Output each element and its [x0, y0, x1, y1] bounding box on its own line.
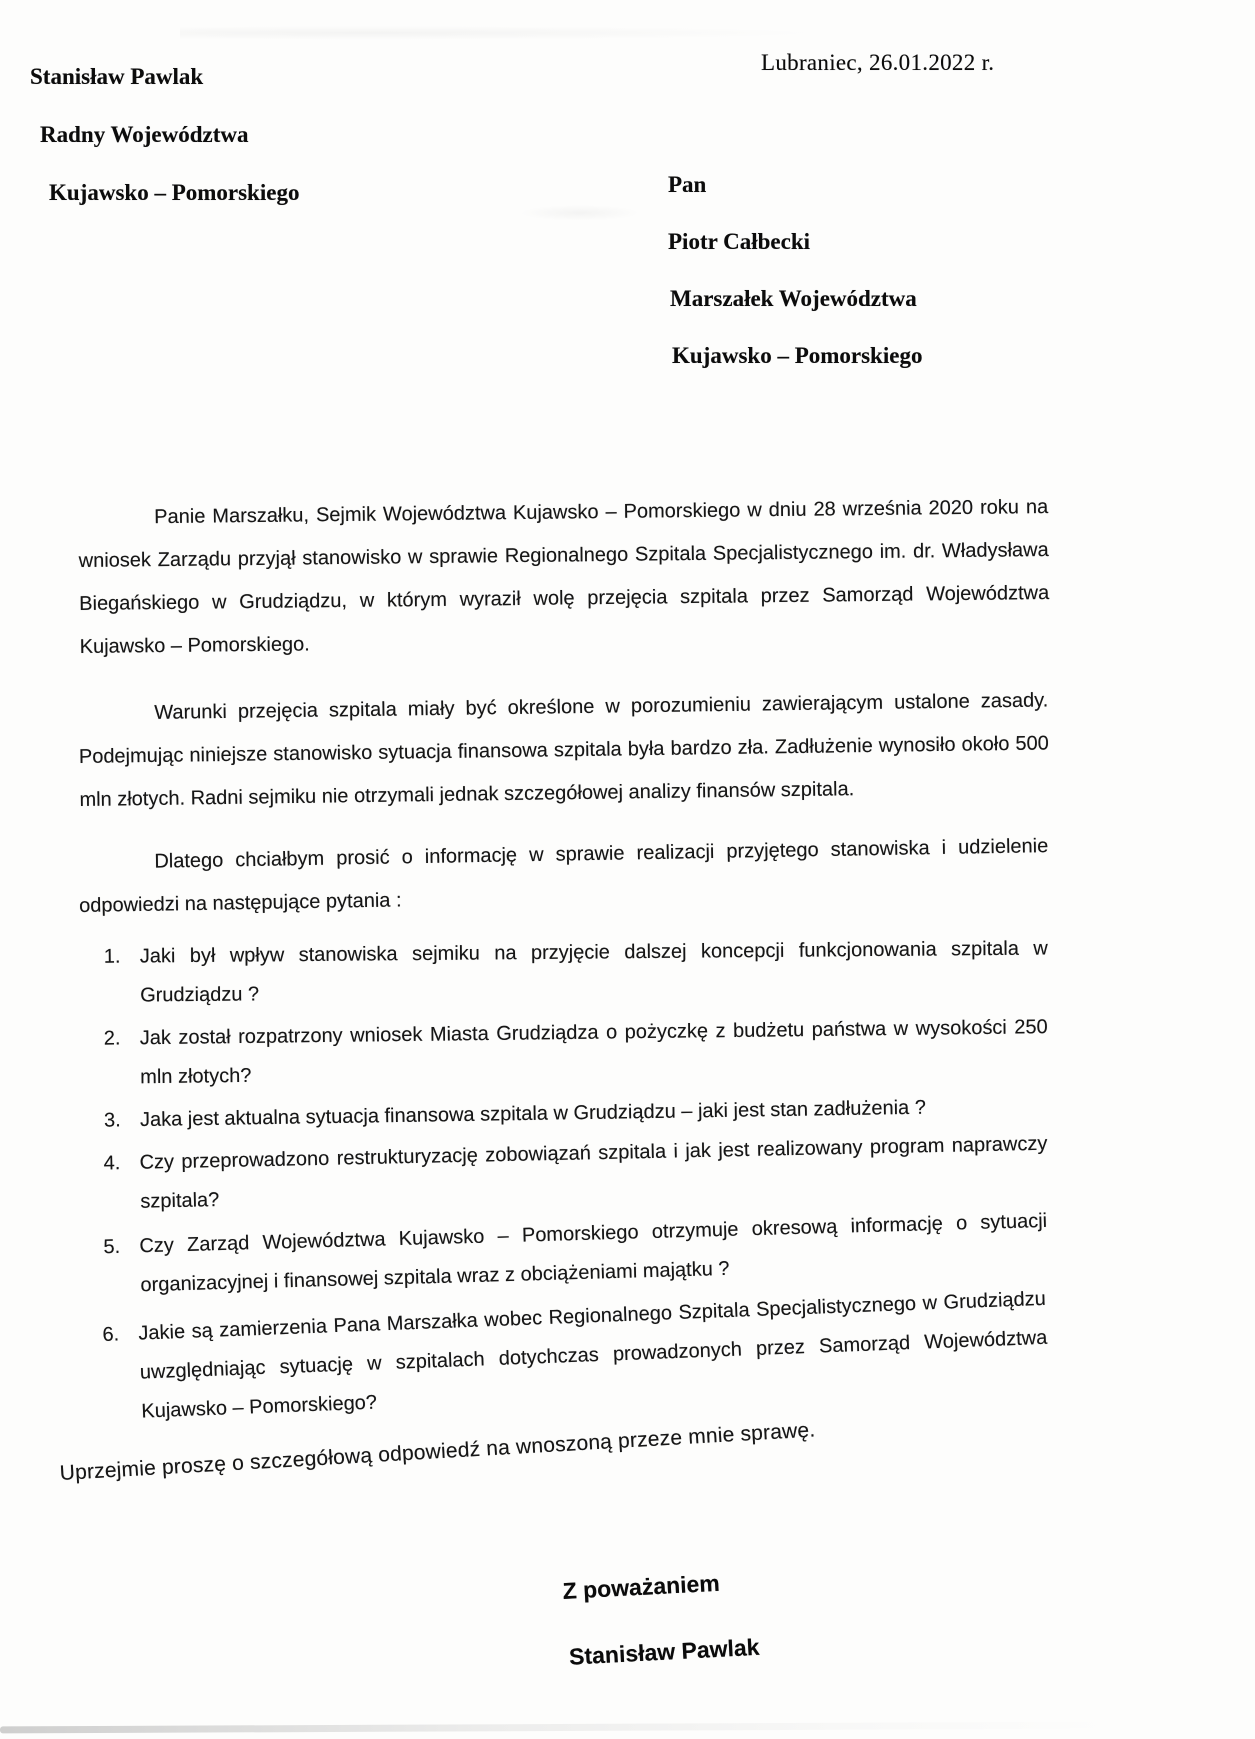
- body-paragraph-1: Panie Marszałku, Sejmik Województwa Kujawsko – Pomorskiego w dniu 28 września 2020 roku na wniosek Zarządu przyjął stanowisko w sprawie Regionalnego Szpitala Specjalistycznego im. dr. Władysława Biegańskiego w Grudziądzu, w którym wyraził wolę przejęcia szpitala przez Samorząd Województwa Kujawsko – Pomorskiego.: [78, 495, 1050, 658]
- recipient-name: Piotr Całbecki: [668, 229, 811, 254]
- question-number: 5.: [103, 1235, 121, 1259]
- question-number: 6.: [102, 1323, 120, 1347]
- question-text: Jaki był wpływ stanowiska sejmiku na przyjęcie dalszej koncepcji funkcjonowania szpitala w Grudziądzu ?: [139, 937, 1048, 1007]
- question-number: 3.: [103, 1109, 121, 1132]
- sender-block: [30, 64, 299, 238]
- question-text: Jaka jest aktualna sytuacja finansowa szpitala w Grudziądzu – jaki jest stan zadłużenia ?: [139, 1096, 927, 1132]
- scan-artifact: [520, 205, 640, 221]
- scan-artifact: [0, 1722, 1110, 1734]
- question-text: Jakie są zamierzenia Pana Marszałka wobec Regionalnego Szpitala Specjalistycznego w Grudziądzu uwzględniając sytuację w szpitalach dotychczas prowadzonych przez Samorząd Województwa Kujawsko – Pomorskiego?: [138, 1287, 1048, 1423]
- recipient-title: Marszałek Województwa: [670, 286, 917, 311]
- signoff-block: [562, 1568, 760, 1674]
- question-item: [78, 1008, 1049, 1098]
- question-text: Jak został rozpatrzony wniosek Miasta Grudziądza o pożyczkę z budżetu państwa w wysokości 250 mln złotych?: [139, 1016, 1048, 1089]
- sender-region: Kujawsko – Pomorskiego: [49, 180, 300, 205]
- letter-date: Lubraniec, 26.01.2022 r.: [761, 50, 995, 75]
- letter-body: [59, 495, 1050, 1495]
- question-item: [78, 930, 1049, 1016]
- question-text: Czy przeprowadzono restrukturyzację zobowiązań szpitala i jak jest realizowany program naprawczy szpitala?: [139, 1132, 1048, 1213]
- question-number: 1.: [103, 945, 121, 968]
- question-number: 2.: [103, 1027, 121, 1050]
- question-text: Czy Zarząd Województwa Kujawsko – Pomorskiego otrzymuje okresową informację o sytuacji organizacyjnej i finansowej szpitala wraz z obciążeniami majątku ?: [139, 1209, 1048, 1297]
- body-paragraph-2: Warunki przejęcia szpitala miały być określone w porozumieniu zawierającym ustalone zasady. Podejmując niniejsze stanowisko sytuacja finansowa szpitala była bardzo zła. Zadłużenie wynosiło około 500 mln złotych. Radni sejmiku nie otrzymali jednak szczegółowej analizy finansów szpitala.: [78, 689, 1049, 811]
- signature-name: Stanisław Pawlak: [568, 1633, 761, 1670]
- recipient-region: Kujawsko – Pomorskiego: [672, 343, 923, 368]
- sender-name: Stanisław Pawlak: [30, 64, 204, 89]
- sender-title: Radny Województwa: [40, 122, 249, 147]
- closing-request: Uprzejmie proszę o szczegółową odpowiedź na wnoszoną przeze mnie sprawę.: [59, 1418, 816, 1486]
- question-list: [78, 938, 1048, 1434]
- scan-artifact: [180, 26, 820, 40]
- signoff-phrase: Z poważaniem: [562, 1569, 721, 1604]
- recipient-salutation: Pan: [668, 172, 707, 197]
- recipient-block: [668, 172, 922, 400]
- body-paragraph-3: Dlatego chciałbym prosić o informację w sprawie realizacji przyjętego stanowiska i udzielenie odpowiedzi na następujące pytania :: [78, 835, 1049, 917]
- question-number: 4.: [103, 1152, 121, 1175]
